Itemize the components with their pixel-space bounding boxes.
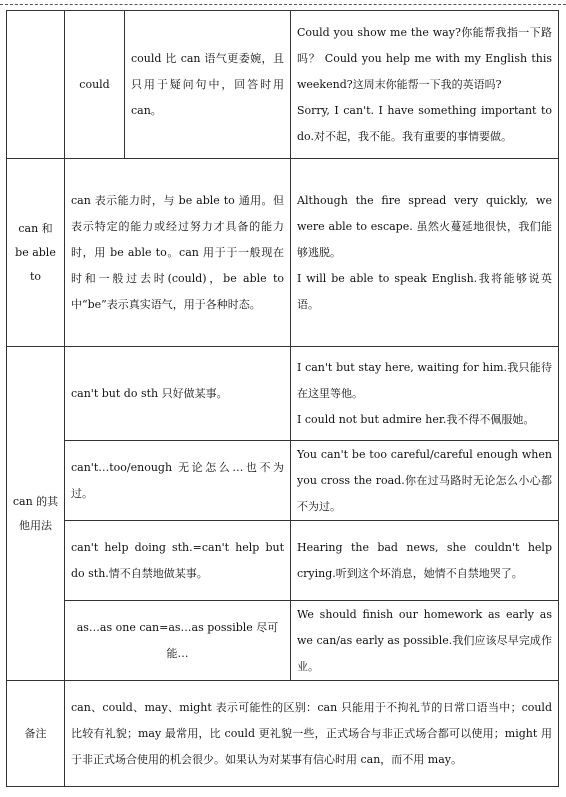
other-use-row [7,521,559,601]
able-example-2: I will be able to speak English.我将能够说英语。 [297,271,552,311]
other-use-example: I could not but admire her.我不得不佩服她。 [297,412,535,426]
could-example-2: Sorry, I can't. I have something important to do.对不起，我不能。我有重要的事情要做。 [297,103,552,143]
other-use-examples [291,441,559,521]
can-be-able-to-row [7,159,559,347]
other-use-usage: can't but do sth 只好做某事。 [65,347,291,441]
row-label-note: 备注 [7,681,65,787]
able-usage: can 表示能力时，与 be able to 通用。但表示特定的能力或经过努力才具备的能力时，用 be able to。can 用于于一般现在时和一般过去时(could)，be able to 中“be”表示真实语气，用于各种时态。 [65,159,291,347]
other-use-examples [291,521,559,601]
could-example-1: Could you show me the way?你能帮我指一下路吗？ Could you help me with my English this weekend?这周末你能帮一下我的英语吗? [297,25,552,91]
other-use-row [7,347,559,441]
row-label-empty [7,11,65,159]
able-examples [291,159,559,347]
other-use-row [7,601,559,681]
row-label-other-uses: can 的其他用法 [7,347,65,681]
other-use-example: You can't be too careful/careful enough when you cross the road.你在过马路时无论怎么小心都不为过。 [297,447,552,513]
word-could: could [65,11,125,159]
other-use-row [7,441,559,521]
could-usage: could 比 can 语气更委婉，且只用于疑问句中，回答时用 can。 [125,11,291,159]
other-use-usage: as…as one can=as…as possible 尽可能… [65,601,291,681]
page-top-dashed-line [0,4,566,5]
other-use-example: Hearing the bad news, she couldn't help crying.听到这个坏消息，她情不自禁地哭了。 [297,540,552,580]
other-use-examples [291,347,559,441]
other-use-usage: can't help doing sth.=can't help but do sth.情不自禁地做某事。 [65,521,291,601]
other-use-usage: can't…too/enough 无论怎么…也不为过。 [65,441,291,521]
note-text: can、could、may、might 表示可能性的区别：can 只能用于不拘礼节的日常口语当中；could 比较有礼貌；may 最常用，比 could 更礼貌一些，正式场合与非正式场合都可以使用；might 用于非正式场合使用的机会很少。如果认为对某事有信心时用 can，而不用 may。 [65,681,559,787]
note-row [7,681,559,787]
other-use-example: We should finish our homework as early as we can/as early as possible.我们应该尽早完成作业。 [297,607,552,673]
modal-verb-table [6,10,559,787]
could-row [7,11,559,159]
able-example-1: Although the fire spread very quickly, we were able to escape. 虽然火蔓延地很快，我们能够逃脱。 [297,193,552,259]
other-use-example: I can't but stay here, waiting for him.我只能待在这里等他。 [297,360,552,400]
could-examples [291,11,559,159]
other-use-examples [291,601,559,681]
row-label-can-be-able-to: can 和 be able to [7,159,65,347]
